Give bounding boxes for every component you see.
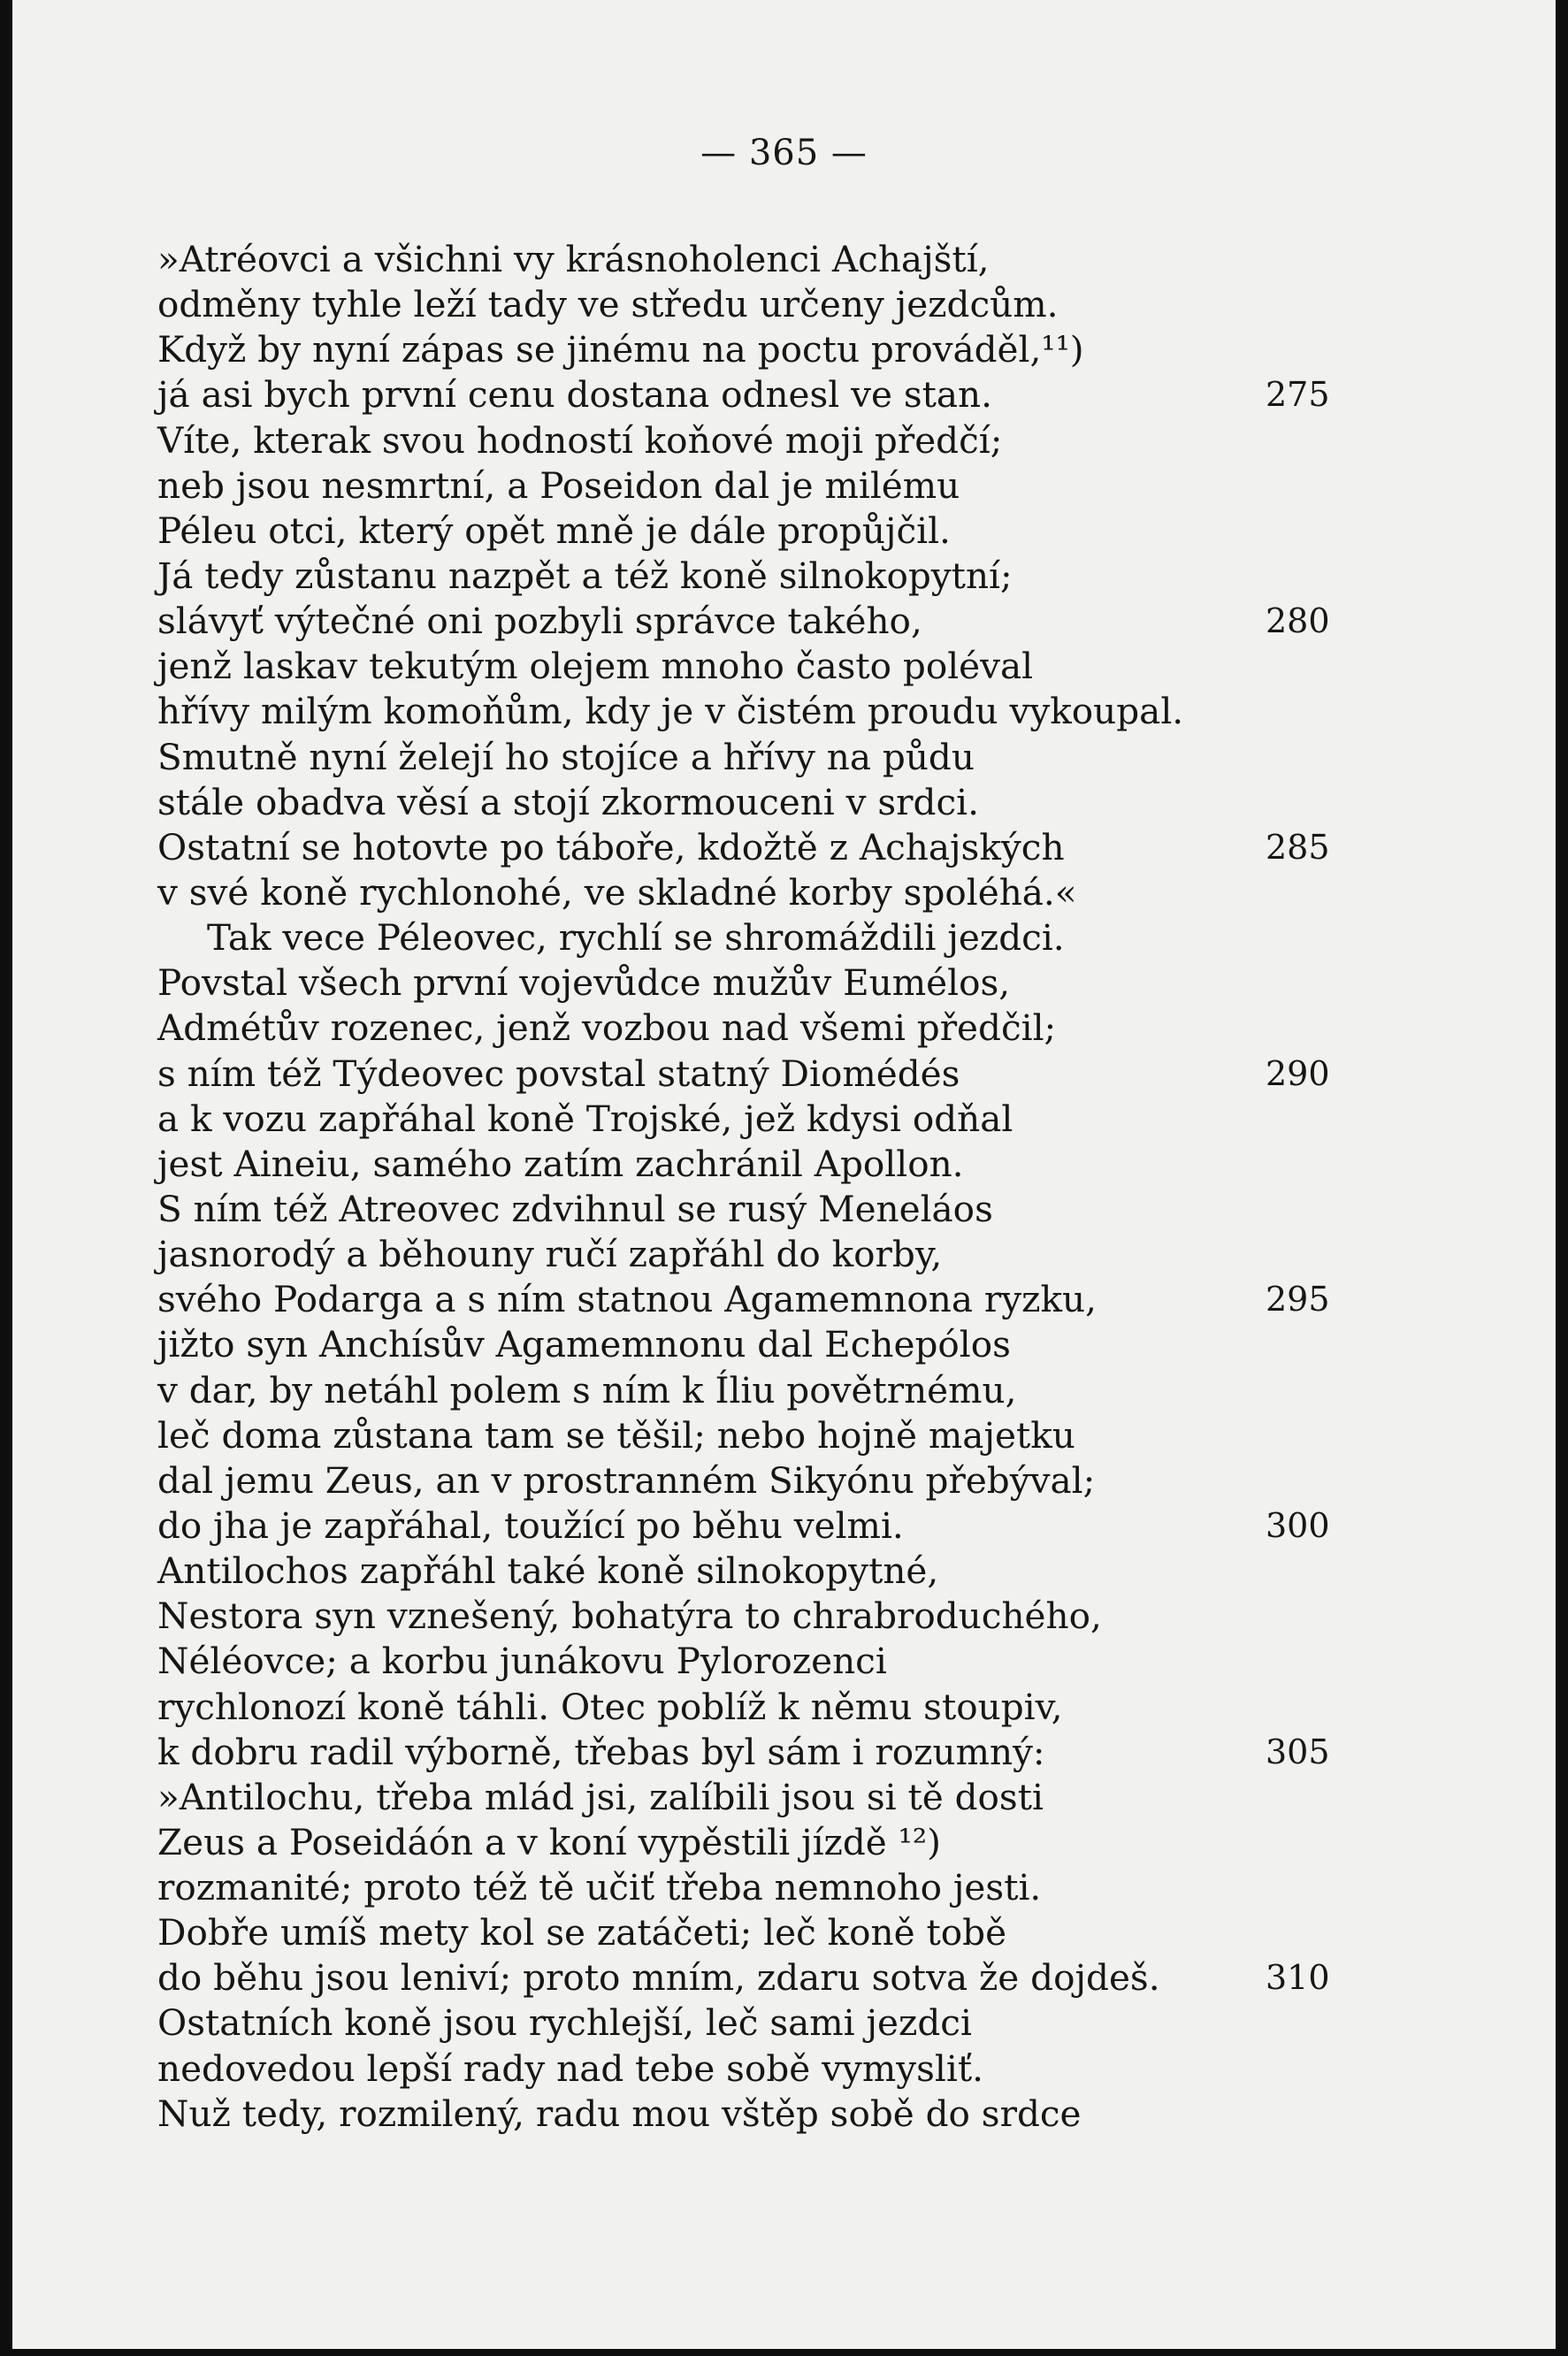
- verse-line: [157, 644, 1360, 689]
- verse-text: »Atréovci a všichni vy krásnoholenci Achajští,: [157, 238, 990, 280]
- verse-line: [157, 1955, 1360, 2000]
- line-number: 310: [1266, 1958, 1330, 1998]
- scan-border-left: [0, 0, 12, 2356]
- verse-text: hřívy milým komoňům, kdy je v čistém proudu vykoupal.: [157, 690, 1184, 733]
- verse-line: [157, 1322, 1360, 1367]
- verse-text: jest Aineiu, samého zatím zachránil Apollon.: [157, 1142, 964, 1185]
- verse-text: S ním též Atreovec zdvihnul se rusý Meneláos: [157, 1187, 993, 1230]
- verse-text: Nestora syn vznešený, bohatýra to chrabroduchého,: [157, 1595, 1102, 1638]
- verse-text: Když by nyní zápas se jinému na poctu prováděl,¹¹): [157, 328, 1084, 371]
- verse-text: a k vozu zapřáhal koně Trojské, jež kdysi odňal: [157, 1097, 1013, 1140]
- verse-line: [157, 599, 1360, 644]
- verse-text: rychlonozí koně táhli. Otec poblíž k němu stoupiv,: [157, 1685, 1063, 1728]
- line-number: 285: [1266, 827, 1330, 867]
- verse-line: [157, 915, 1360, 960]
- verse-text: jenž laskav tekutým olejem mnoho často poléval: [157, 645, 1034, 688]
- verse-line: [157, 1775, 1360, 1820]
- verse-text: stále obadva věsí a stojí zkormouceni v srdci.: [157, 780, 979, 823]
- verse-text: Ostatních koně jsou rychlejší, leč sami jezdci: [157, 2001, 972, 2045]
- verse-line: [157, 1052, 1360, 1097]
- verse-text: Nuž tedy, rozmilený, radu mou vštěp sobě do srdce: [157, 2092, 1082, 2135]
- verse-text: já asi bych první cenu dostana odnesl ve stan.: [157, 373, 993, 417]
- verse-line: [157, 1730, 1360, 1775]
- verse-line: [157, 463, 1360, 509]
- verse-text: jižto syn Anchísův Agamemnonu dal Echepólos: [157, 1323, 1011, 1366]
- verse-text: v své koně rychlonohé, ve skladné korby spoléhá.«: [157, 870, 1077, 914]
- verse-line: [157, 1820, 1360, 1865]
- verse-text: Povstal všech první vojevůdce mužův Eumélos,: [157, 961, 1011, 1005]
- verse-text: Zeus a Poseidáón a v koní vypěstili jízdě ¹²): [157, 1820, 941, 1863]
- verse-line: [157, 960, 1360, 1006]
- verse-text: »Antilochu, třeba mlád jsi, zalíbili jsou si tě dosti: [157, 1775, 1044, 1818]
- verse-text: Tak vece Péleovec, rychlí se shromáždili jezdci.: [207, 916, 1065, 960]
- verse-text: do běhu jsou leniví; proto mním, zdaru sotva že dojdeš.: [157, 1956, 1160, 2000]
- verse-text: leč doma zůstana tam se těšil; nebo hojně majetku: [157, 1413, 1075, 1457]
- verse-line: [157, 1458, 1360, 1503]
- verse-text: Smutně nyní želejí ho stojíce a hřívy na půdu: [157, 735, 975, 778]
- verse-line: [157, 1685, 1360, 1730]
- line-number: 290: [1266, 1053, 1330, 1093]
- verse-line: [157, 1232, 1360, 1277]
- verse-text: jasnorodý a běhouny ručí zapřáhl do korby,: [157, 1233, 943, 1276]
- verse-line: [157, 2046, 1360, 2092]
- verse-line: [157, 735, 1360, 780]
- verse-text: Péleu otci, který opět mně je dále propůjčil.: [157, 509, 951, 552]
- verse-line: [157, 1187, 1360, 1232]
- verse-line: [157, 1097, 1360, 1142]
- verse-line: [157, 689, 1360, 734]
- verse-line: [157, 1910, 1360, 1955]
- verse-line: [157, 1549, 1360, 1594]
- verse-text: do jha je zapřáhal, toužící po běhu velmi.: [157, 1503, 904, 1547]
- line-number: 300: [1266, 1505, 1330, 1545]
- verse-text: Antilochos zapřáhl také koně silnokopytné,: [157, 1549, 939, 1593]
- verse-line: [157, 825, 1360, 870]
- page-number: — 365 —: [700, 133, 868, 173]
- verse-text: Ostatní se hotovte po táboře, kdožtě z Achajských: [157, 825, 1065, 868]
- verse-line: [157, 1006, 1360, 1051]
- verse-text: neb jsou nesmrtní, a Poseidon dal je milému: [157, 463, 960, 507]
- verse-text: nedovedou lepší rady nad tebe sobě vymysliť.: [157, 2046, 983, 2090]
- verse-line: [157, 372, 1360, 417]
- verse-line: [157, 282, 1360, 327]
- verse-line: [157, 1277, 1360, 1322]
- verse-line: [157, 554, 1360, 599]
- verse-line: [157, 1865, 1360, 1910]
- verse-line: [157, 418, 1360, 463]
- verse-line: [157, 780, 1360, 825]
- verse-text: v dar, by netáhl polem s ním k Íliu povětrnému,: [157, 1368, 1017, 1411]
- verse-text: Víte, kterak svou hodností koňové moji předčí;: [157, 418, 1003, 462]
- verse-text: Néléovce; a korbu junákovu Pylorozenci: [157, 1640, 887, 1683]
- verse-line: [157, 1413, 1360, 1458]
- verse-text: svého Podarga a s ním statnou Agamemnona ryzku,: [157, 1278, 1097, 1321]
- verse-text: Admétův rozenec, jenž vozbou nad všemi předčil;: [157, 1006, 1057, 1050]
- verse-line: [157, 2092, 1360, 2137]
- verse-text: Já tedy zůstanu nazpět a též koně silnokopytní;: [157, 554, 1013, 597]
- verse-text: s ním též Týdeovec povstal statný Diomédés: [157, 1052, 960, 1095]
- scan-border-bottom: [0, 2349, 1568, 2356]
- line-number: 305: [1266, 1732, 1330, 1771]
- verse-line: [157, 237, 1360, 282]
- verse-text: slávyť výtečné oni pozbyli správce takého,: [157, 600, 922, 643]
- verse-line: [157, 509, 1360, 554]
- verse-line: [157, 2000, 1360, 2046]
- verse-text: dal jemu Zeus, an v prostranném Sikyónu přebýval;: [157, 1458, 1096, 1502]
- verse-line: [157, 327, 1360, 372]
- scan-border-right: [1556, 0, 1568, 2356]
- verse-text: rozmanité; proto též tě učiť třeba nemnoho jesti.: [157, 1866, 1042, 1909]
- verse-line: [157, 1639, 1360, 1684]
- line-number: 280: [1266, 601, 1330, 641]
- verse-text: Dobře umíš mety kol se zatáčeti; leč koně tobě: [157, 1911, 1007, 1954]
- verse-line: [157, 1503, 1360, 1549]
- verse-line: [157, 870, 1360, 915]
- verse-text: k dobru radil výborně, třebas byl sám i rozumný:: [157, 1730, 1045, 1773]
- verse-line: [157, 1594, 1360, 1639]
- verse-line: [157, 1142, 1360, 1187]
- line-number: 275: [1266, 375, 1330, 415]
- verse-line: [157, 1368, 1360, 1413]
- verse-block: [157, 237, 1360, 2137]
- line-number: 295: [1266, 1280, 1330, 1320]
- verse-text: odměny tyhle leží tady ve středu určeny jezdcům.: [157, 283, 1059, 326]
